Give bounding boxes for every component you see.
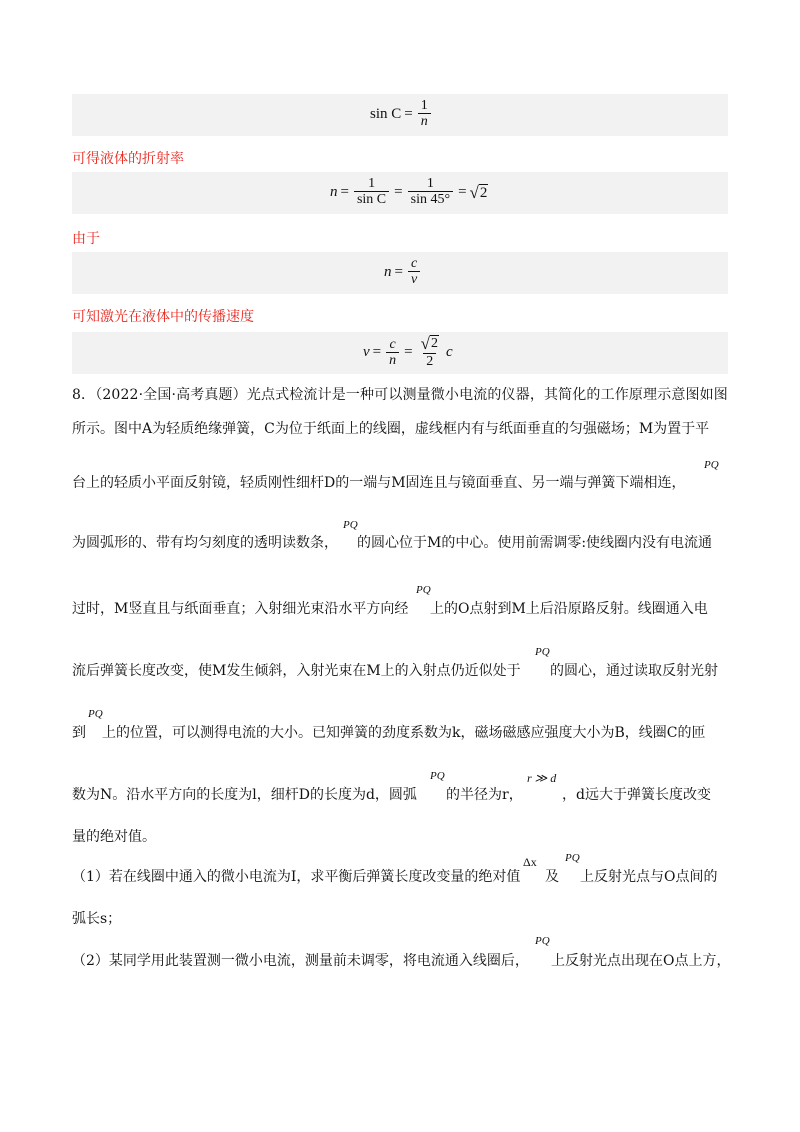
question-1-and: 及 bbox=[545, 869, 559, 885]
radical-icon: √ bbox=[420, 334, 430, 353]
delta-x-symbol: Δx bbox=[523, 855, 537, 869]
problem-line-1: 8．（2022·全国·高考真题）光点式检流计是一种可以测量微小电流的仪器，其简化的工作原理示意图如图 bbox=[72, 387, 728, 403]
problem-line-5a: 过时，M竖直且与纸面垂直；入射细光束沿水平方向经 bbox=[72, 601, 409, 617]
problem-line-6b: 的圆心，通过读取反射光射 bbox=[550, 663, 718, 679]
formula-lhs: n bbox=[330, 183, 338, 200]
problem-line-7a: 到 bbox=[72, 725, 86, 741]
formula-tail: c bbox=[445, 344, 453, 360]
condition-r-much-greater-d: r ≫ d bbox=[527, 771, 557, 785]
pq-label: PQ bbox=[565, 852, 580, 864]
pq-label: PQ bbox=[88, 708, 103, 720]
fraction bbox=[408, 176, 453, 208]
equals-sign: = bbox=[458, 183, 467, 200]
formula-lhs: v bbox=[363, 344, 370, 360]
problem-line-8a: 数为N。沿水平方向的长度为l，细杆D的长度为d，圆弧 bbox=[72, 787, 417, 803]
problem-line-4b: 的圆心位于M的中心。使用前需调零:使线圈内没有电流通 bbox=[357, 535, 713, 551]
problem-line-2: 所示。图中A为轻质绝缘弹簧，C为位于纸面上的线圈，虚线框内有与纸面垂直的匀强磁场；M为置于平 bbox=[72, 421, 710, 437]
fraction bbox=[386, 337, 399, 369]
denominator: n bbox=[386, 352, 399, 369]
numerator: c bbox=[389, 336, 396, 352]
numerator: c bbox=[410, 256, 418, 271]
problem-line-9: 量的绝对值。 bbox=[72, 829, 156, 845]
problem-line-4a: 为圆弧形的、带有均匀刻度的透明读数条， bbox=[72, 535, 338, 551]
denominator: sin 45° bbox=[408, 191, 453, 208]
pq-label: PQ bbox=[343, 519, 358, 531]
question-1-line-1: （1）若在线圈中通入的微小电流为I，求平衡后弹簧长度改变量的绝对值 bbox=[72, 869, 521, 885]
numerator: √ 2 bbox=[420, 334, 438, 353]
pq-label: PQ bbox=[704, 459, 719, 471]
numerator: 1 bbox=[420, 98, 428, 113]
denominator: v bbox=[408, 271, 420, 288]
fraction bbox=[408, 256, 420, 288]
label-speed: 可知激光在液体中的传播速度 bbox=[72, 309, 254, 325]
formula-box-2 bbox=[72, 172, 728, 214]
pq-label: PQ bbox=[535, 935, 550, 947]
problem-line-3: 台上的轻质小平面反射镜，轻质刚性细杆D的一端与M固连且与镜面垂直、另一端与弹簧下端相连， bbox=[72, 475, 686, 491]
problem-line-6a: 流后弹簧长度改变，使M发生倾斜，入射光束在M上的入射点仍近似处于 bbox=[72, 663, 521, 679]
denominator: n bbox=[418, 113, 431, 130]
equals-sign: = bbox=[372, 344, 382, 360]
denominator: sin C bbox=[354, 191, 389, 208]
equals-sign: = bbox=[404, 344, 413, 360]
formula-lhs: sin C bbox=[370, 105, 402, 122]
denominator: 2 bbox=[423, 353, 436, 370]
label-because: 由于 bbox=[72, 231, 100, 247]
equals-sign: = bbox=[394, 263, 403, 280]
numerator: 1 bbox=[368, 176, 376, 191]
pq-label: PQ bbox=[535, 646, 550, 658]
pq-label: PQ bbox=[430, 770, 445, 782]
formula-box-3 bbox=[72, 252, 728, 294]
fraction bbox=[418, 335, 442, 370]
problem-line-5b: 上的O点射到M上后沿原路反射。线圈通入电 bbox=[430, 601, 708, 617]
radical-icon: √ bbox=[469, 182, 479, 202]
question-1-line-2: 弧长s； bbox=[72, 911, 122, 927]
formula-lhs: n bbox=[384, 263, 392, 280]
fraction bbox=[418, 98, 431, 130]
question-2-line-1: （2）某同学用此装置测一微小电流，测量前未调零，将电流通入线圈后， bbox=[72, 953, 529, 969]
fraction bbox=[354, 176, 389, 208]
pq-label: PQ bbox=[416, 584, 431, 596]
label-refractive-index: 可得液体的折射率 bbox=[72, 151, 184, 167]
radicand: 2 bbox=[479, 184, 488, 201]
equals-sign: = bbox=[404, 105, 413, 122]
numerator: 1 bbox=[426, 176, 434, 191]
question-2-line-1b: 上反射光点出现在O点上方， bbox=[551, 953, 731, 969]
question-1-line-1c: 上反射光点与O点间的 bbox=[580, 869, 718, 885]
problem-line-7b: 上的位置，可以测得电流的大小。已知弹簧的劲度系数为k，磁场磁感应强度大小为B，线圈C的匝 bbox=[102, 725, 706, 741]
problem-line-8c: ，d远大于弹簧长度改变 bbox=[562, 787, 711, 803]
problem-line-8b: 的半径为r， bbox=[446, 787, 523, 803]
formula-box-4 bbox=[72, 332, 728, 374]
square-root bbox=[470, 184, 489, 201]
equals-sign: = bbox=[394, 183, 403, 200]
formula-box-1 bbox=[72, 94, 728, 136]
equals-sign: = bbox=[340, 183, 349, 200]
